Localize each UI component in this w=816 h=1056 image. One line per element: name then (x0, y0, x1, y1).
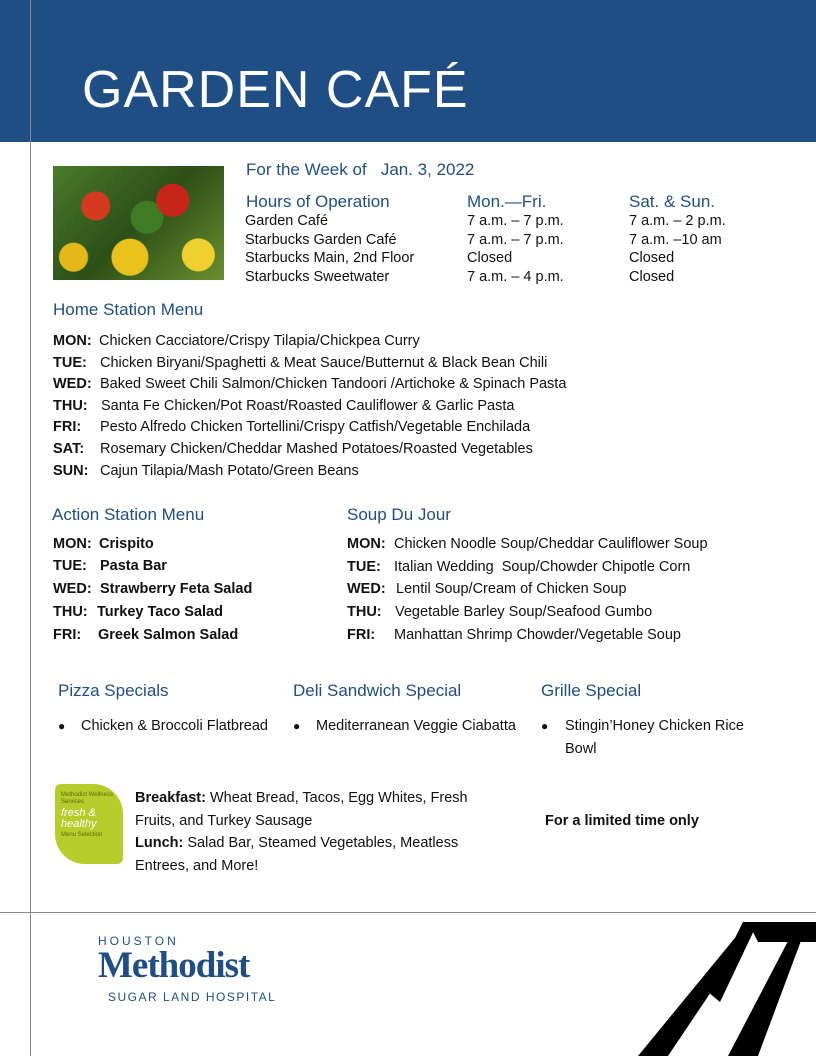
hours-heading: Hours of Operation (246, 192, 390, 211)
badge-line3: Menu Selection (61, 832, 103, 838)
day-label: FRI: (347, 627, 376, 643)
action-station-heading: Action Station Menu (52, 505, 205, 524)
menu-items: Greek Salmon Salad (98, 627, 239, 643)
menu-items: Pasta Bar (100, 558, 167, 574)
hours-row-weekend: Closed (629, 250, 675, 266)
week-date: Jan. 3, 2022 (380, 160, 475, 179)
menu-items: Crispito (99, 536, 154, 552)
menu-items: Cajun Tilapia/Mash Potato/Green Beans (100, 463, 359, 479)
hours-col-weekend: Sat. & Sun. (629, 192, 715, 211)
day-label: TUE: (347, 559, 381, 575)
menu-items: Strawberry Feta Salad (100, 581, 253, 597)
deli-item (293, 715, 533, 738)
menu-items: Chicken Cacciatore/Crispy Tilapia/Chickpea Curry (99, 333, 420, 349)
home-station-heading: Home Station Menu (53, 300, 204, 319)
action-row (53, 627, 238, 643)
houston-methodist-logo (78, 930, 328, 1015)
logo-sub: SUGAR LAND HOSPITAL (108, 990, 277, 1004)
home-row (53, 376, 566, 392)
deli-heading: Deli Sandwich Special (293, 681, 462, 700)
day-label: THU: (53, 398, 88, 414)
deli-item-text: Mediterranean Veggie Ciabatta (316, 718, 516, 734)
day-label: FRI: (53, 419, 82, 435)
lunch-line (135, 832, 495, 877)
grille-item-text: Stingin’Honey Chicken Rice Bowl (565, 718, 744, 757)
home-row (53, 333, 420, 349)
soup-row (347, 536, 708, 552)
menu-items: Baked Sweet Chili Salmon/Chicken Tandoori /Artichoke & Spinach Pasta (100, 376, 567, 392)
home-row (53, 419, 530, 435)
bullet-icon: ● (58, 719, 66, 733)
hours-row-name: Starbucks Sweetwater (245, 268, 390, 285)
hours-names (245, 212, 414, 286)
page-title: GARDEN CAFÉ (82, 61, 469, 119)
hours-row-weekend: Closed (629, 268, 675, 285)
menu-items: Chicken Biryani/Spaghetti & Meat Sauce/Butternut & Black Bean Chili (100, 355, 548, 371)
day-label: THU: (53, 604, 88, 620)
week-label: For the Week of (246, 160, 367, 179)
methodist-m-mark-icon (608, 912, 816, 1056)
action-row (53, 558, 167, 574)
day-label: FRI: (53, 627, 82, 643)
menu-items: Vegetable Barley Soup/Seafood Gumbo (395, 604, 653, 620)
hours-row-weekend: 7 a.m. – 2 p.m. (629, 213, 726, 229)
menu-items: Lentil Soup/Cream of Chicken Soup (396, 581, 627, 597)
hours-row-weekday: 7 a.m. – 7 p.m. (467, 231, 564, 248)
header-banner (0, 0, 816, 142)
hours-row-name: Starbucks Garden Café (245, 231, 397, 248)
hours-row-name: Garden Café (245, 213, 329, 229)
badge-line1: Methodist Wellness Services (61, 792, 113, 805)
soup-row (347, 559, 690, 575)
menu-items: Rosemary Chicken/Cheddar Mashed Potatoes/Roasted Vegetables (100, 441, 533, 457)
day-label: TUE: (53, 558, 87, 574)
breakfast-label: Breakfast: (135, 790, 206, 806)
menu-items: Italian Wedding Soup/Chowder Chipotle Corn (394, 559, 691, 575)
bullet-icon: ● (293, 719, 301, 733)
grille-item (541, 715, 761, 761)
home-row (53, 441, 533, 457)
limited-time-note: For a limited time only (545, 813, 699, 829)
home-row (53, 463, 359, 479)
soup-row (347, 581, 627, 597)
action-row (53, 536, 154, 552)
fresh-healthy-badge (55, 784, 123, 864)
hours-weekend (629, 212, 726, 286)
day-label: MON: (347, 536, 386, 552)
bullet-icon: ● (541, 719, 549, 733)
menu-items: Pesto Alfredo Chicken Tortellini/Crispy Catfish/Vegetable Enchilada (100, 419, 531, 435)
vegetables-photo (53, 166, 224, 280)
day-label: WED: (53, 376, 92, 392)
menu-items: Chicken Noodle Soup/Cheddar Cauliflower Soup (394, 536, 708, 552)
menu-items: Santa Fe Chicken/Pot Roast/Roasted Cauliflower & Garlic Pasta (101, 398, 515, 414)
hours-row-name: Starbucks Main, 2nd Floor (245, 250, 415, 266)
logo-top: HOUSTON (98, 934, 179, 948)
pizza-item-text: Chicken & Broccoli Flatbread (81, 718, 268, 734)
day-label: TUE: (53, 355, 87, 371)
menu-items: Turkey Taco Salad (97, 604, 223, 620)
action-row (53, 604, 223, 620)
lunch-text: Salad Bar, Steamed Vegetables, Meatless Entrees, and More! (135, 835, 459, 874)
action-row (53, 581, 252, 597)
pizza-heading: Pizza Specials (58, 681, 169, 700)
soup-row (347, 627, 681, 643)
day-label: WED: (347, 581, 386, 597)
hours-row-weekday: 7 a.m. – 4 p.m. (467, 268, 564, 285)
home-row (53, 398, 514, 414)
soup-row (347, 604, 652, 620)
vertical-rule (30, 0, 31, 1056)
day-label: THU: (347, 604, 382, 620)
hours-row-weekend: 7 a.m. –10 am (629, 231, 722, 248)
home-row (53, 355, 547, 371)
hours-col-weekday: Mon.—Fri. (467, 192, 547, 211)
logo-main: Methodist (98, 945, 250, 986)
pizza-item (58, 715, 283, 738)
hours-weekday (467, 212, 564, 286)
day-label: SUN: (53, 463, 89, 479)
menu-items: Manhattan Shrimp Chowder/Vegetable Soup (394, 627, 681, 643)
lunch-label: Lunch: (135, 835, 184, 851)
soup-heading: Soup Du Jour (347, 505, 451, 524)
fresh-menu-text (135, 787, 495, 877)
week-line (246, 160, 474, 180)
day-label: SAT: (53, 441, 85, 457)
hours-row-weekday: 7 a.m. – 7 p.m. (467, 213, 564, 229)
day-label: WED: (53, 581, 92, 597)
breakfast-line (135, 787, 495, 832)
day-label: MON: (53, 333, 92, 349)
badge-line2: fresh & healthy (61, 807, 97, 830)
day-label: MON: (53, 536, 92, 552)
hours-row-weekday: Closed (467, 250, 513, 266)
breakfast-text: Wheat Bread, Tacos, Egg Whites, Fresh Fruits, and Turkey Sausage (135, 790, 468, 829)
grille-heading: Grille Special (541, 681, 642, 700)
